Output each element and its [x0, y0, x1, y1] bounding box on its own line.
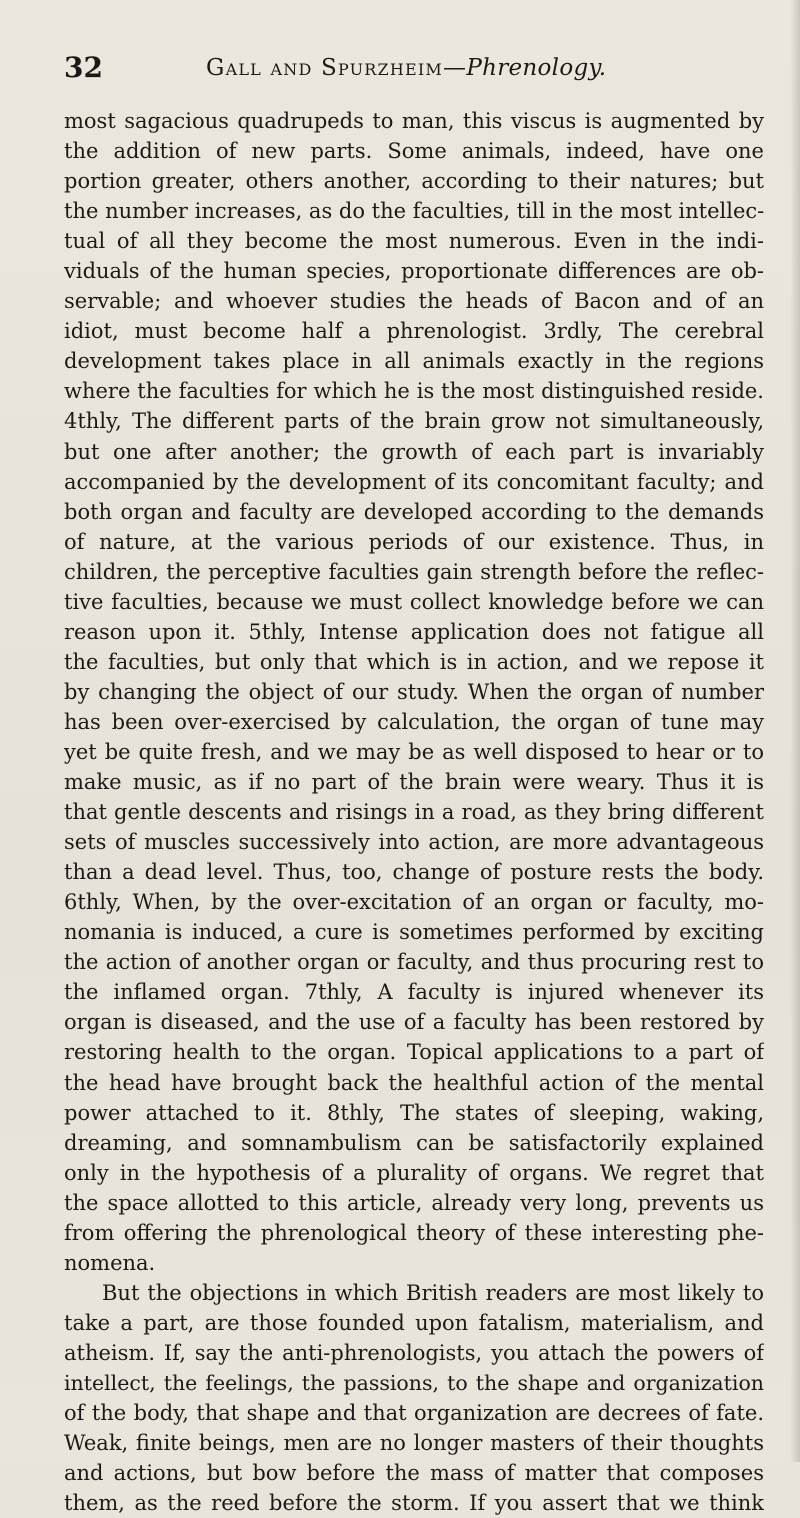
body-text — [64, 106, 764, 1518]
text-line: but one after another; the growth of each part is invariably — [64, 439, 764, 464]
text-line: sets of muscles successively into action, are more advantageous — [64, 830, 764, 855]
text-line: take a part, are those founded upon fatalism, materialism, and — [64, 1310, 764, 1335]
text-line: where the faculties for which he is the most distinguished reside. — [64, 379, 764, 404]
text-line: children, the perceptive faculties gain strength before the reflec- — [64, 559, 764, 584]
text-line: make music, as if no part of the brain were weary. Thus it is — [64, 770, 764, 795]
text-line: most sagacious quadrupeds to man, this viscus is augmented by — [64, 109, 764, 133]
text-line: by changing the object of our study. When the organ of number — [64, 679, 764, 704]
text-line: Weak, finite beings, men are no longer masters of their thoughts — [64, 1431, 764, 1456]
text-line: the space allotted to this article, already very long, prevents us — [64, 1190, 764, 1215]
text-line: of nature, at the various periods of our existence. Thus, in — [64, 529, 764, 554]
text-line: has been over-exercised by calculation, the organ of tune may — [64, 709, 764, 734]
text-line: the number increases, as do the faculties, till in the most intellec- — [64, 199, 764, 224]
text-line: dreaming, and somnambulism can be satisfactorily explained — [64, 1130, 764, 1155]
text-line: tual of all they become the most numerous. Even in the indi- — [64, 229, 764, 254]
text-line: from offering the phrenological theory of these interesting phe- — [64, 1220, 764, 1245]
text-line: of the body, that shape and that organization are decrees of fate. — [64, 1401, 764, 1426]
text-line: But the objections in which British readers are most likely to — [102, 1280, 764, 1305]
text-line: development takes place in all animals exactly in the regions — [64, 349, 764, 374]
text-line: that gentle descents and risings in a road, as they bring different — [64, 800, 764, 825]
text-line: reason upon it. 5thly, Intense application does not fatigue all — [64, 619, 764, 644]
text-line: servable; and whoever studies the heads of Bacon and of an — [64, 289, 764, 314]
text-line: and actions, but bow before the mass of matter that composes — [64, 1461, 764, 1486]
running-head-subject: Phrenology. — [466, 55, 607, 81]
text-line: atheism. If, say the anti-phrenologists, you attach the powers of — [64, 1340, 764, 1365]
running-head-dash: — — [443, 55, 467, 81]
text-line: nomena. — [64, 1250, 156, 1275]
text-line: nomania is induced, a cure is sometimes performed by exciting — [64, 920, 764, 945]
text-line: the addition of new parts. Some animals, indeed, have one — [64, 139, 764, 164]
text-line: idiot, must become half a phrenologist. 3rdly, The cerebral — [64, 319, 764, 344]
text-line: the action of another organ or faculty, and thus procuring rest to — [64, 950, 764, 975]
running-head-names: Gall and Spurzheim — [206, 55, 444, 81]
text-line: the faculties, but only that which is in action, and we repose it — [64, 649, 764, 674]
text-line: organ is diseased, and the use of a faculty has been restored by — [64, 1010, 764, 1035]
text-line: 6thly, When, by the over-excitation of an organ or faculty, mo- — [64, 890, 764, 915]
text-line: than a dead level. Thus, too, change of posture rests the body. — [64, 860, 764, 885]
text-line: intellect, the feelings, the passions, to the shape and organization — [64, 1370, 764, 1395]
text-line: portion greater, others another, according to their natures; but — [64, 169, 764, 194]
page-edge-shadow — [790, 0, 800, 1462]
text-line: restoring health to the organ. Topical applications to a part of — [64, 1040, 764, 1065]
running-head — [206, 50, 606, 86]
text-line: the head have brought back the healthful action of the mental — [64, 1070, 764, 1095]
text-line: both organ and faculty are developed according to the demands — [64, 499, 764, 524]
text-line: 4thly, The different parts of the brain grow not simultaneously, — [64, 409, 764, 434]
text-line: power attached to it. 8thly, The states of sleeping, waking, — [64, 1100, 764, 1125]
text-line: accompanied by the development of its concomitant faculty; and — [64, 469, 764, 494]
page-number: 32 — [64, 51, 103, 84]
text-line: viduals of the human species, proportionate differences are ob- — [64, 259, 764, 284]
text-line: only in the hypothesis of a plurality of organs. We regret that — [64, 1160, 764, 1185]
text-line: yet be quite fresh, and we may be as well disposed to hear or to — [64, 739, 764, 764]
text-line: them, as the reed before the storm. If you assert that we think — [64, 1491, 764, 1516]
page-header — [64, 50, 764, 90]
text-line: the inflamed organ. 7thly, A faculty is injured whenever its — [64, 980, 764, 1005]
text-line: tive faculties, because we must collect knowledge before we can — [64, 589, 764, 614]
